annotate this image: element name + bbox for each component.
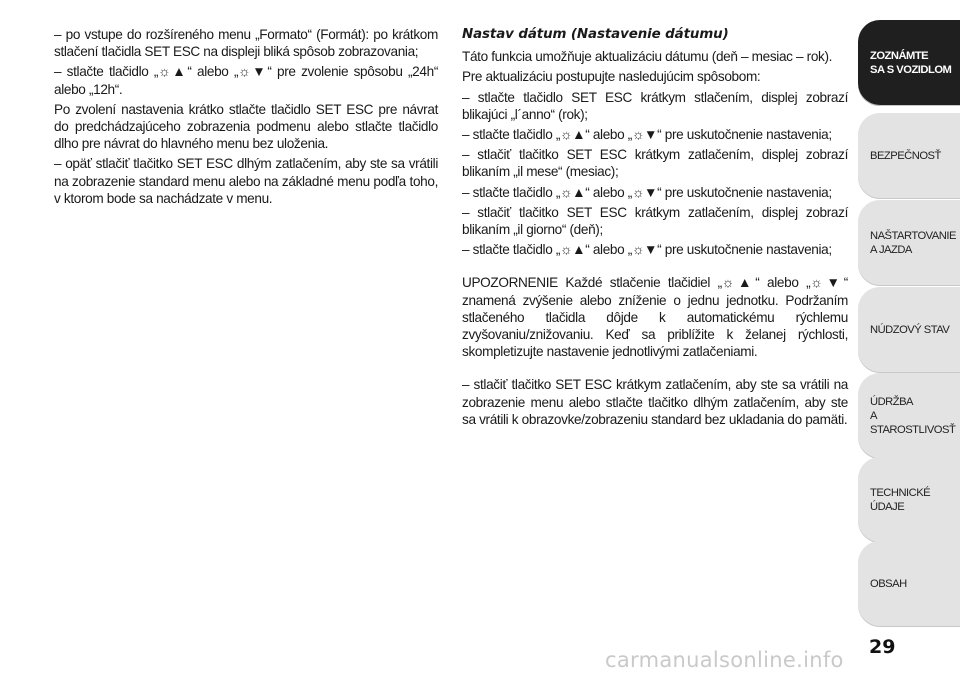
left-text-column — [54, 26, 438, 210]
watermark: carmanualsonline.info — [605, 648, 844, 672]
paragraph: – stlačte tlačidlo „☼▲“ alebo „☼▼“ pre uskutočnenie nastavenia; — [462, 127, 832, 143]
warning-paragraph: UPOZORNENIE Každé stlačenie tlačidiel „☼▲“ alebo „☼▼“ znamená zvýšenie alebo zníženie o jednu jednotku. Podržaním stlačeného tlačidla dôjde k automatickému rýchlemu zvyšovaniu/znižovaniu. Keď sa priblížite k želanej rýchlosti, skompletizujte nastavenie jednotlivými zatlačeniami. — [462, 275, 848, 360]
page-number: 29 — [869, 636, 896, 658]
paragraph: – stlačte tlačidlo „☼▲“ alebo „☼▼“ pre zvolenie spôsobu „24h“ alebo „12h“. — [54, 64, 438, 97]
tab-udrzba-a-starostlivost[interactable]: ÚDRŽBA A STAROSTLIVOSŤ — [858, 373, 960, 459]
section-title: Nastav dátum (Nastavenie dátumu) — [462, 27, 729, 42]
paragraph: – opäť stlačiť tlačitko SET ESC dlhým zatlačením, aby ste sa vrátili na zobrazenie standard menu alebo na základné menu podľa toho, v ktorom bode sa nachádzate v menu. — [54, 156, 438, 206]
paragraph: Táto funkcia umožňuje aktualizáciu dátumu (deň – mesiac – rok). — [462, 49, 833, 65]
paragraph: – stlačte tlačidlo SET ESC krátkym stlačením, displej zobrazí blikajúci „l´anno“ (rok); — [462, 89, 848, 122]
tab-bezpecnost[interactable]: BEZPEČNOSŤ — [858, 113, 960, 199]
chapter-tabs — [858, 0, 960, 677]
tab-zoznamte-sa-s-vozidlom[interactable]: ZOZNÁMTE SA S VOZIDLOM — [858, 20, 960, 106]
paragraph: – stlačiť tlačitko SET ESC krátkym zatlačením, displej zobrazí blikaním „il mese“ (mesiac); — [462, 147, 848, 180]
paragraph: – po vstupe do rozšíreného menu „Formato“ (Formát): po krátkom stlačení tlačidla SET ESC na displeji bliká spôsob zobrazovania; — [54, 27, 438, 60]
paragraph: – stlačiť tlačitko SET ESC krátkym zatlačením, displej zobrazí blikaním „il giorno“ (deň); — [462, 204, 848, 238]
paragraph: – stlačiť tlačitko SET ESC krátkym zatlačením, aby ste sa vrátili na zobrazenie menu alebo stlačte tlačitko dlhým zatlačením, aby ste sa vrátili k obrazovke/zobrazeniu standard bez ukladania do pamäti. — [462, 377, 848, 427]
paragraph: – stlačte tlačidlo „☼▲“ alebo „☼▼“ pre uskutočnenie nastavenia; — [462, 242, 832, 258]
spacer — [462, 261, 848, 274]
tab-nudzovy-stav[interactable]: NÚDZOVÝ STAV — [858, 287, 960, 373]
paragraph: – stlačte tlačidlo „☼▲“ alebo „☼▼“ pre uskutočnenie nastavenia; — [462, 184, 832, 200]
paragraph: Pre aktualizáciu postupujte nasledujúcim spôsobom: — [462, 69, 761, 85]
tab-nastartovanie-a-jazda[interactable]: NAŠTARTOVANIE A JAZDA — [858, 200, 960, 286]
right-text-column — [462, 26, 848, 431]
tab-obsah[interactable]: OBSAH — [858, 541, 960, 627]
paragraph: Po zvolení nastavenia krátko stlačte tlačidlo SET ESC pre návrat do predchádzajúceho zobrazenia podmenu alebo stlačte tlačidlo dlho pre návrat do hlavného menu bez uloženia. — [54, 101, 438, 152]
tab-technicke-udaje[interactable]: TECHNICKÉ ÚDAJE — [858, 457, 960, 543]
spacer — [462, 363, 848, 376]
